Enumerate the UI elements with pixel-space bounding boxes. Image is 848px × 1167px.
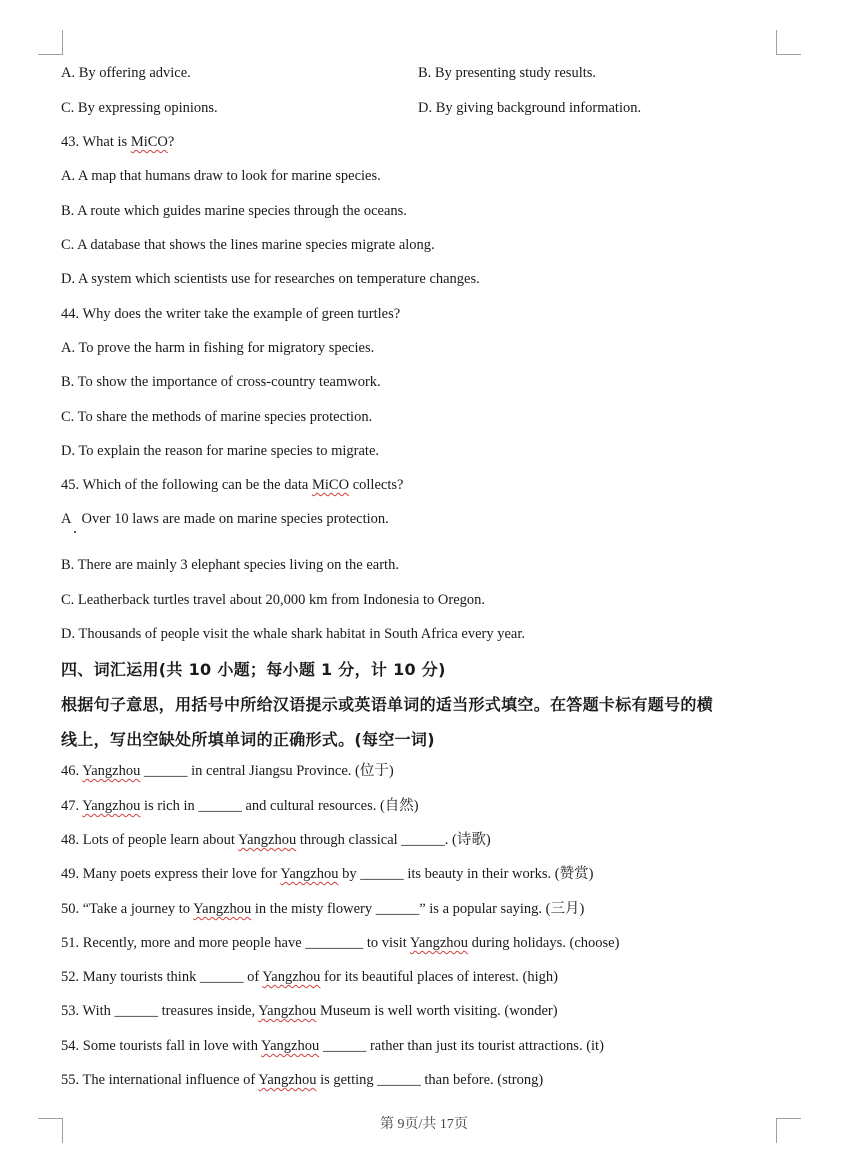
spellcheck-term: MiCO [312, 477, 350, 493]
q44-option-b: B. To show the importance of cross-country teamwork. [61, 374, 381, 390]
vocab-pre: 50. “Take a journey to [61, 901, 194, 917]
spellcheck-term: MiCO [130, 134, 168, 150]
vocab-item-51 [61, 934, 619, 952]
section-title: 四、词汇运用(共 10 小题；每小题 1 分，计 10 分) [61, 660, 446, 679]
vocab-pre: 48. Lots of people learn about [61, 832, 239, 848]
crop-mark-top-right [776, 30, 801, 55]
vocab-item-46 [61, 762, 394, 780]
vocab-pre: 55. The international influence of [61, 1072, 259, 1088]
q42-option-d: D. By giving background information. [418, 100, 642, 116]
vocab-item-54 [61, 1037, 604, 1055]
vocab-post: ______ in central Jiangsu Province. (位于) [140, 763, 394, 779]
vocab-post: through classical ______. (诗歌) [296, 832, 491, 848]
q44-stem: 44. Why does the writer take the example of green turtles? [61, 306, 401, 322]
q45-stem-post: collects? [349, 477, 404, 493]
spellcheck-term: Yangzhou [409, 935, 469, 951]
q42-option-b: B. By presenting study results. [418, 65, 597, 81]
q43-stem-post: ? [167, 134, 175, 150]
q43-stem-pre: 43. What is [61, 134, 131, 150]
q44-option-c: C. To share the methods of marine species protection. [61, 409, 373, 425]
vocab-item-55 [61, 1071, 543, 1089]
vocab-pre: 53. With ______ treasures inside, [61, 1003, 259, 1019]
vocab-item-50 [61, 900, 584, 918]
q45-option-c: C. Leatherback turtles travel about 20,000 km from Indonesia to Oregon. [61, 592, 486, 608]
vocab-post: Museum is well worth visiting. (wonder) [316, 1003, 558, 1019]
vocab-post: is getting ______ than before. (strong) [316, 1072, 544, 1088]
vocab-post: during holidays. (choose) [468, 935, 620, 951]
spellcheck-term: Yangzhou [193, 901, 252, 917]
page-number-footer: 第 9页/共 17页 [380, 1117, 468, 1132]
vocab-item-49 [61, 865, 593, 883]
spellcheck-term: Yangzhou [238, 832, 297, 848]
vocab-post: for its beautiful places of interest. (high) [320, 969, 558, 985]
spellcheck-term: Yangzhou [261, 1038, 320, 1054]
spellcheck-term: Yangzhou [258, 1072, 317, 1088]
q42-option-a: A. By offering advice. [61, 65, 191, 81]
q44-option-d: D. To explain the reason for marine species to migrate. [61, 443, 380, 459]
vocab-post: in the misty flowery ______” is a popular saying. (三月) [251, 901, 585, 917]
q45-option-a: A Over 10 laws are made on marine species protection. [61, 511, 389, 527]
spellcheck-term: Yangzhou [262, 969, 321, 985]
vocab-pre: 47. [61, 798, 83, 814]
vocab-pre: 49. Many poets express their love for [61, 866, 281, 882]
section-instruction-line-1: 根据句子意思，用括号中所给汉语提示或英语单词的适当形式填空。在答题卡标有题号的横 [61, 695, 714, 714]
q43-stem [61, 133, 174, 151]
q42-option-c: C. By expressing opinions. [61, 100, 218, 116]
spellcheck-term: Yangzhou [280, 866, 339, 882]
q44-option-a: A. To prove the harm in fishing for migratory species. [61, 340, 375, 356]
vocab-pre: 52. Many tourists think ______ of [61, 969, 263, 985]
spellcheck-term: Yangzhou [82, 763, 141, 779]
q45-stem [61, 476, 403, 494]
vocab-post: is rich in ______ and cultural resources. (自然) [140, 798, 419, 814]
vocab-item-52 [61, 968, 558, 986]
vocab-item-48 [61, 831, 491, 849]
stray-dot [74, 531, 76, 533]
vocab-pre: 51. Recently, more and more people have ________ to visit [61, 935, 410, 951]
vocab-post: ______ rather than just its tourist attractions. (it) [319, 1038, 604, 1054]
vocab-item-47 [61, 797, 419, 815]
section-instruction-line-2: 线上，写出空缺处所填单词的正确形式。(每空一词) [61, 730, 435, 749]
spellcheck-term: Yangzhou [82, 798, 141, 814]
q43-option-c: C. A database that shows the lines marine species migrate along. [61, 237, 435, 253]
vocab-item-53 [61, 1002, 558, 1020]
q45-option-b: B. There are mainly 3 elephant species living on the earth. [61, 557, 399, 573]
vocab-post: by ______ its beauty in their works. (赞赏) [338, 866, 594, 882]
q45-option-d: D. Thousands of people visit the whale shark habitat in South Africa every year. [61, 626, 526, 642]
q43-option-b: B. A route which guides marine species through the oceans. [61, 203, 407, 219]
crop-mark-top-left [38, 30, 63, 55]
q43-option-a: A. A map that humans draw to look for marine species. [61, 168, 381, 184]
vocab-pre: 54. Some tourists fall in love with [61, 1038, 262, 1054]
vocab-pre: 46. [61, 763, 83, 779]
q43-option-d: D. A system which scientists use for researches on temperature changes. [61, 271, 480, 287]
q45-stem-pre: 45. Which of the following can be the data [61, 477, 312, 493]
spellcheck-term: Yangzhou [258, 1003, 317, 1019]
